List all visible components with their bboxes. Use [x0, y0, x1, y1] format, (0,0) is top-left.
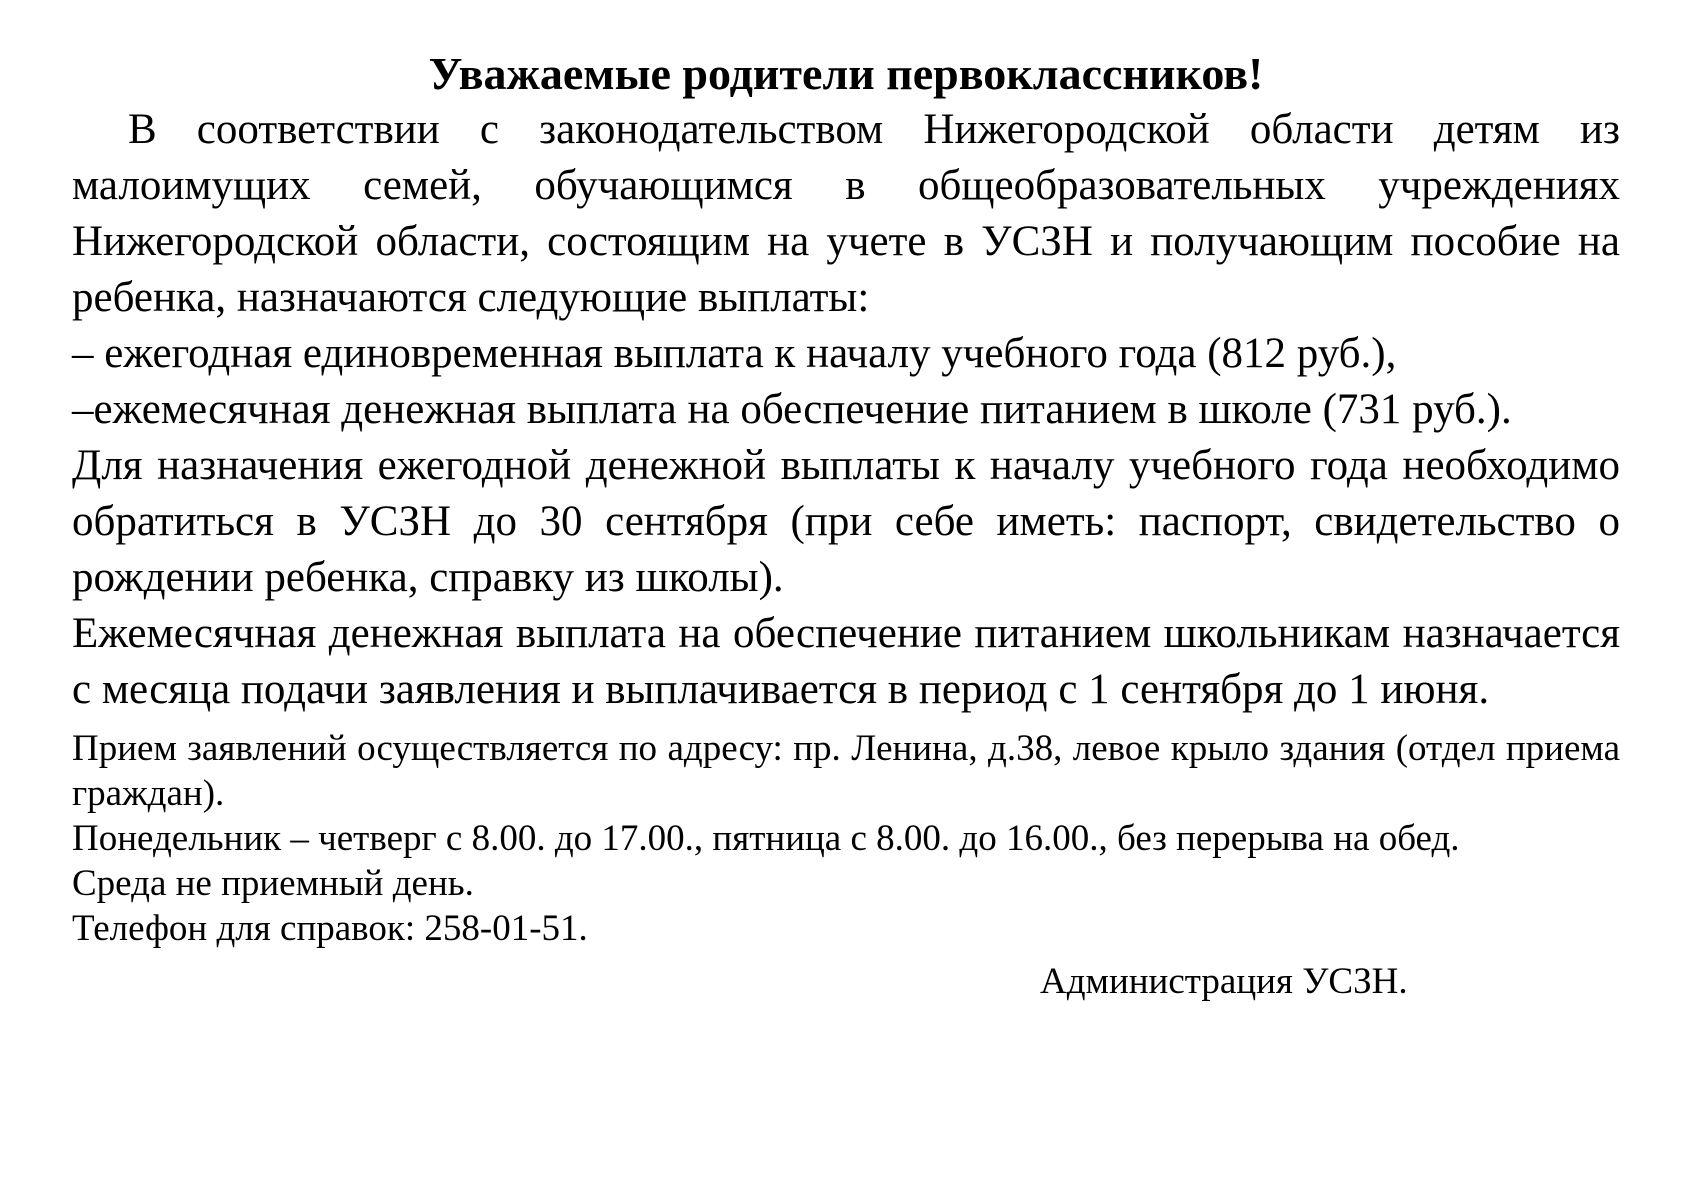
non-receiving-day: Среда не приемный день. — [72, 863, 474, 904]
payment-item-monthly: –ежемесячная денежная выплата на обеспечение питанием в школе (731 руб.). — [72, 386, 1512, 433]
signature: Администрация УСЗН. — [1040, 961, 1408, 1002]
annual-payment-instructions: Для назначения ежегодной денежной выплаты к началу учебного года необходимо обратиться в УСЗН до 30 сентября (при себе иметь: паспорт, свидетельство о рождении ребенка, справку из школы). — [72, 442, 1620, 601]
intro-paragraph: В соответствии с законодательством Нижегородской области детям из малоимущих семей, обучающимся в общеобразовательных учреждениях Нижегородской области, состоящим на учете в УСЗН и получающим пособие на ребенка, назначаются следующие выплаты: — [72, 106, 1620, 321]
office-hours: Понедельник – четверг с 8.00. до 17.00., пятница с 8.00. до 16.00., без перерыва на обед. — [72, 818, 1460, 859]
page-title: Уважаемые родители первоклассников! — [428, 48, 1264, 99]
application-address: Прием заявлений осуществляется по адресу: пр. Ленина, д.38, левое крыло здания (отдел приема граждан). — [72, 728, 1620, 814]
document-body — [72, 46, 1620, 1004]
phone-number: Телефон для справок: 258-01-51. — [72, 908, 588, 949]
monthly-payment-instructions: Ежемесячная денежная выплата на обеспечение питанием школьникам назначается с месяца подачи заявления и выплачивается в период с 1 сентября до 1 июня. — [72, 610, 1620, 713]
payment-item-annual: – ежегодная единовременная выплата к началу учебного года (812 руб.), — [72, 330, 1397, 377]
